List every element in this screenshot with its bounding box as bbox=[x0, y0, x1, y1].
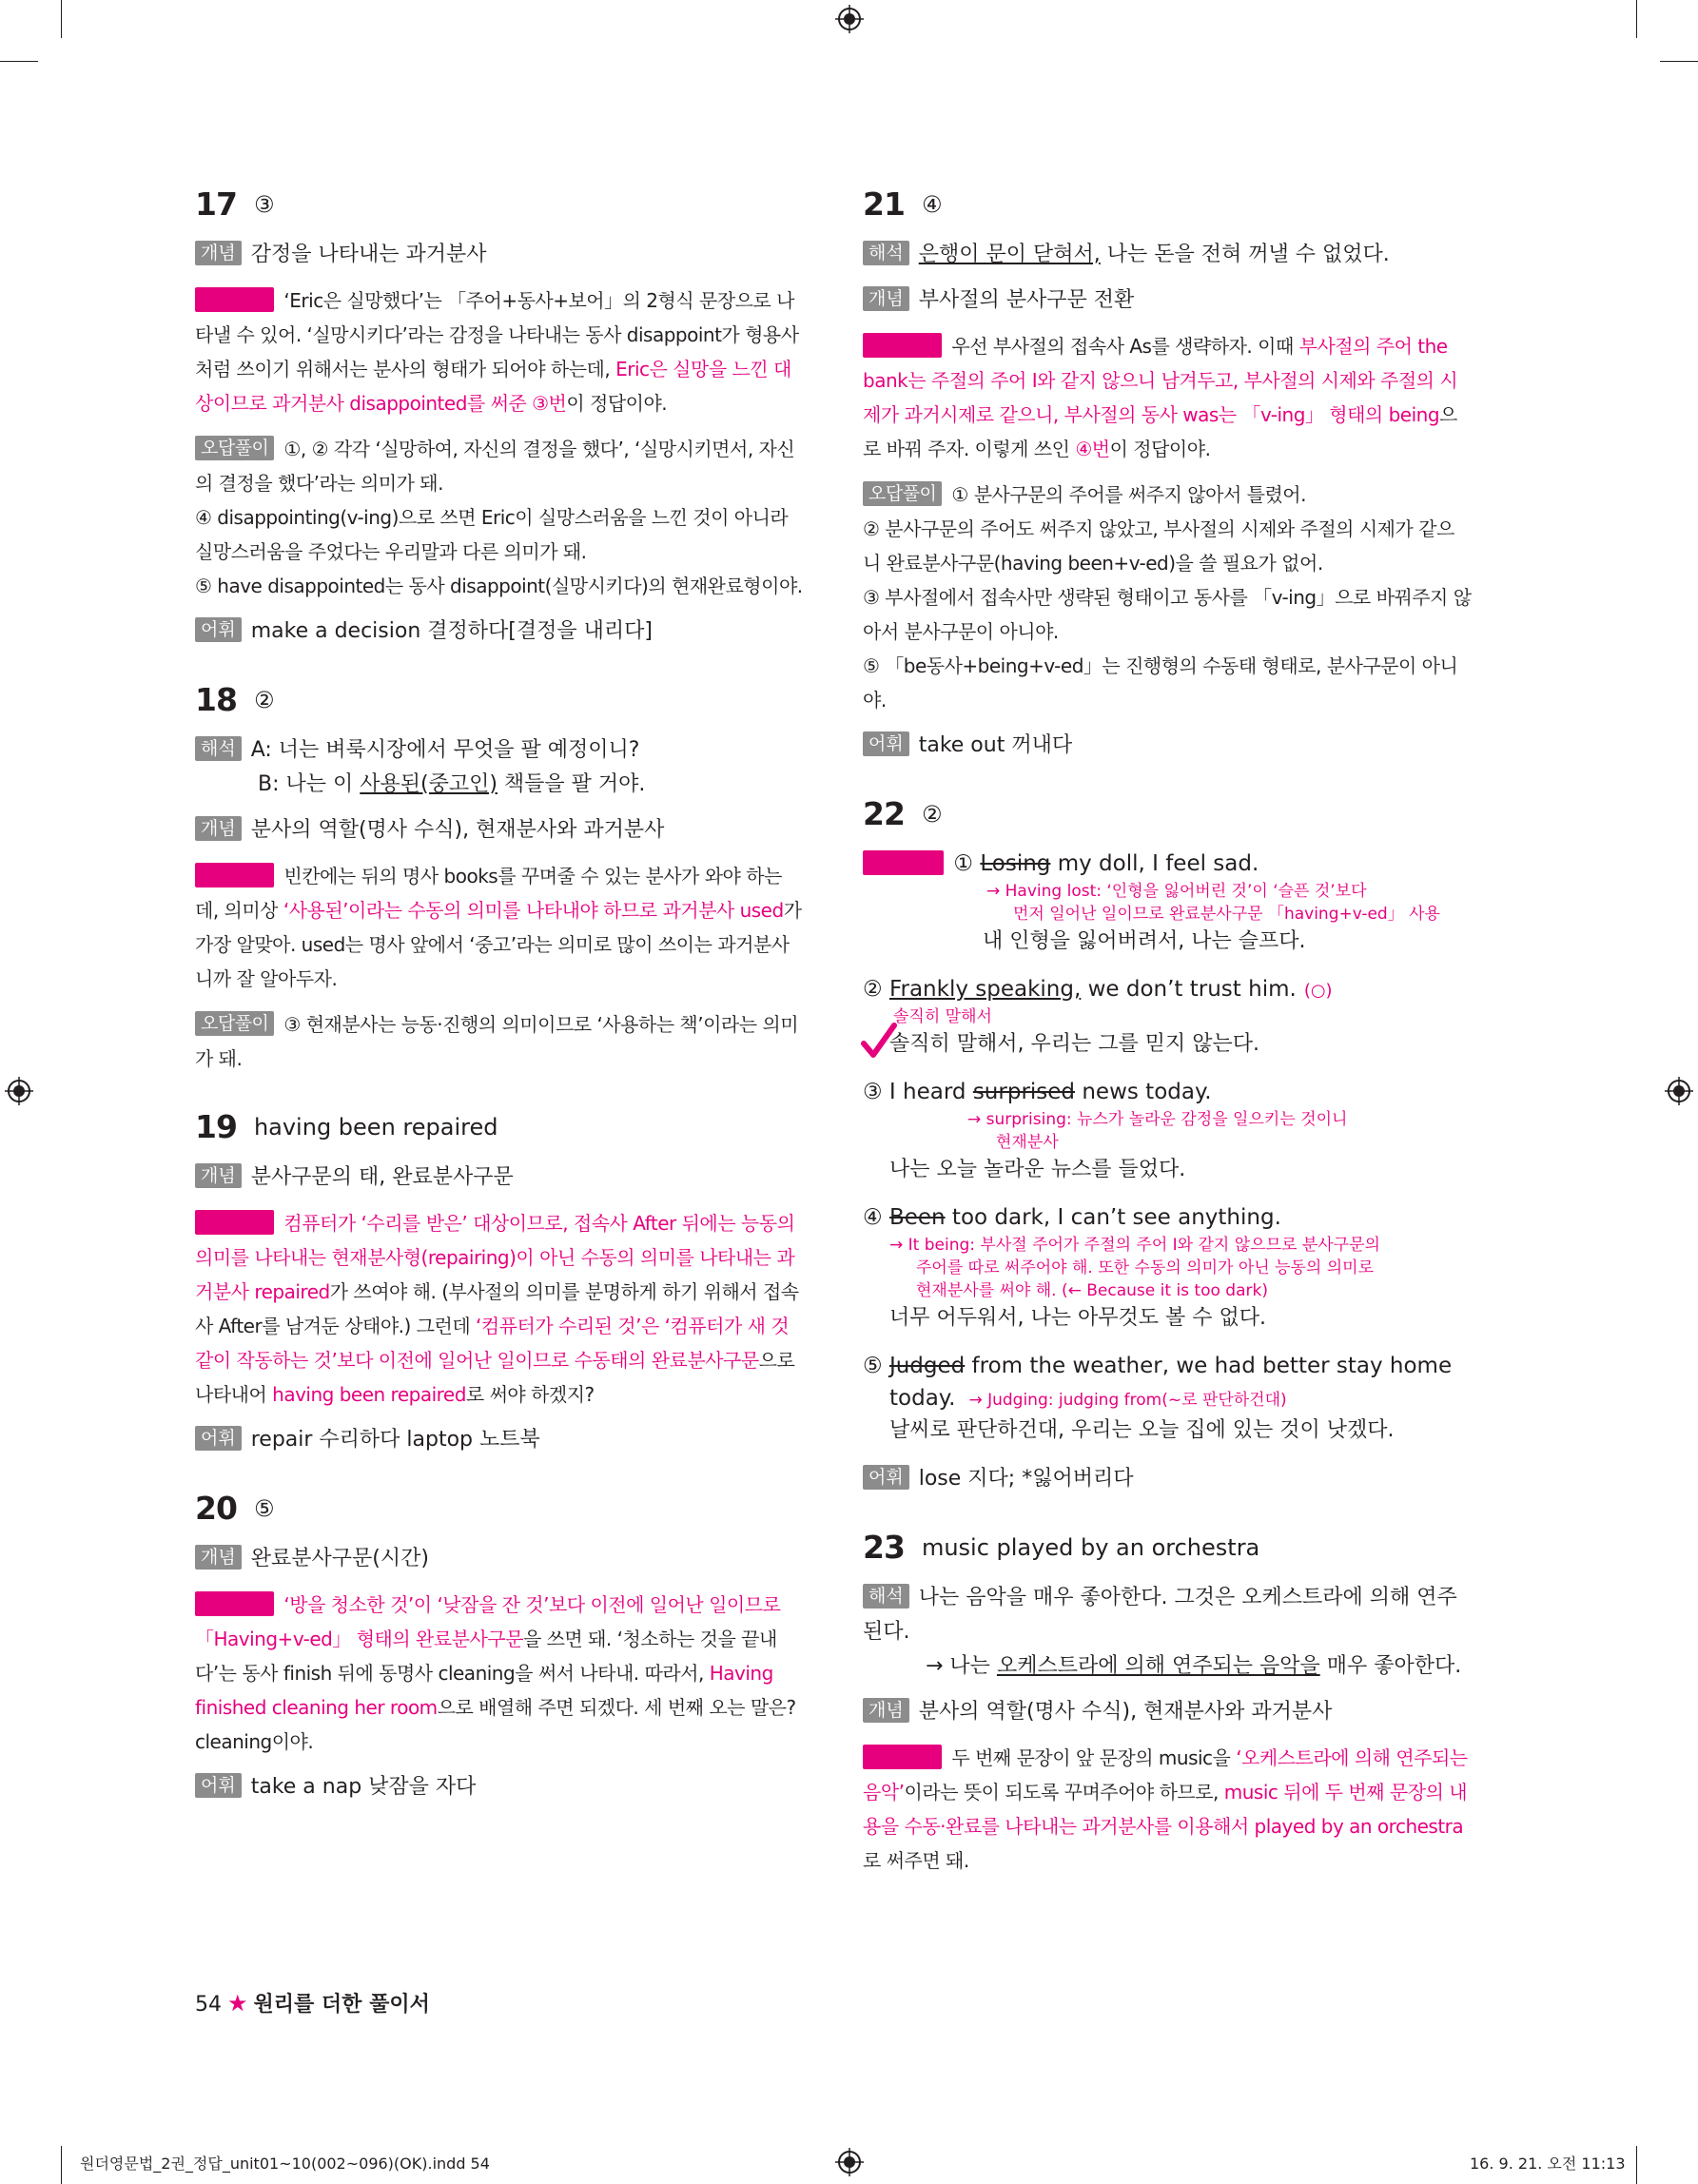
vocab-tag: 어휘 bbox=[195, 617, 242, 642]
option-5: ⑤ Judged from the weather, we had better stay home today. → Judging: judging from(~로 판단하건대) 날씨로 판단하건대, 우리는 오늘 집에 있는 것이 낫겠다. bbox=[863, 1354, 1453, 1442]
registration-mark-bottom-icon bbox=[835, 2148, 864, 2176]
question-23 bbox=[863, 1529, 1472, 1878]
question-number: 18 bbox=[195, 681, 237, 718]
translation-line-a: A: 너는 벼룩시장에서 무엇을 팔 예정이니? bbox=[250, 738, 640, 762]
question-number: 22 bbox=[863, 795, 905, 832]
wrong-answer-tag: 오답풀이 bbox=[195, 436, 274, 460]
option-2: ② Frankly speaking, we don’t trust him. (○) 솔직히 말해서 솔직히 말해서, 우리는 그를 믿지 않는다. bbox=[863, 977, 1333, 1056]
solution-tag: 정답풀이 bbox=[863, 1745, 942, 1769]
registration-mark-right-icon bbox=[1665, 1077, 1693, 1105]
slug-file: 원더영문법_2권_정답_unit01~10(002~096)(OK).indd 54 bbox=[80, 2155, 490, 2173]
option-1: 정답풀이 ① Losing my doll, I feel sad. → Having lost: ‘인형을 잃어버린 것’이 ‘슬픈 것’보다 먼저 일어난 일이므로 완료분사구문 「having+v-ed」 사용 내 인형을 잃어버려서, 나는 슬프다. bbox=[863, 848, 1472, 958]
question-number: 17 bbox=[195, 185, 237, 223]
question-18 bbox=[195, 681, 804, 1076]
question-20 bbox=[195, 1490, 804, 1804]
wrong-answer-text: 오답풀이 ①, ② 각각 ‘실망하여, 자신의 결정을 했다’, ‘실망시키면서, 자신의 결정을 했다’라는 의미가 돼. ④ disappointing(v-ing)으로 쓰면 Eric이 실망스러움을 느낀 것이 아니라 실망스러움을 주었다는 우리말과 다른 의미가 돼. ⑤ have disappointed는 동사 disappoint(실망시키다)의 현재완료형이야. bbox=[195, 438, 803, 597]
concept-tag: 개념 bbox=[195, 241, 242, 265]
answer-text: having been repaired bbox=[253, 1113, 498, 1141]
checkmark-icon bbox=[861, 1023, 897, 1061]
concept-tag: 개념 bbox=[195, 1163, 242, 1188]
solution-tag: 정답풀이 bbox=[863, 850, 944, 875]
answer-mark: ④ bbox=[921, 190, 943, 218]
crop-mark-top-left-h bbox=[0, 61, 38, 62]
registration-mark-top-icon bbox=[835, 5, 864, 33]
option-4: ④ Been too dark, I can’t see anything. → It being: 부사절 주어가 주절의 주어 I와 같지 않으므로 분사구문의 주어를 따로 써주어야 해. 또한 수동의 의미가 아닌 능동의 의미로 현재분사를 써야 해. (← Because it is too dark) 너무 어두워서, 나는 아무것도 볼 수 없다. bbox=[863, 1205, 1380, 1330]
concept-text: 감정을 나타내는 과거분사 bbox=[250, 243, 487, 266]
vocab-tag: 어휘 bbox=[195, 1773, 242, 1798]
solution-text: 정답풀이 ‘방을 청소한 것’이 ‘낮잠을 잔 것’보다 이전에 일어난 일이므로 「Having+v-ed」 형태의 완료분사구문을 쓰면 돼. ‘청소하는 것을 끝내다’는 동사 finish 뒤에 동명사 cleaning을 써서 나타내. 따라서, Having finished cleaning her room으로 배열해 주면 되겠다. 세 번째 오는 말은? cleaning이야. bbox=[195, 1593, 796, 1753]
translation-underlined: 은행이 문이 닫혀서, bbox=[918, 243, 1101, 266]
question-number: 19 bbox=[195, 1108, 237, 1145]
correct-mark: (○) bbox=[1303, 981, 1333, 1001]
vocab-text: repair 수리하다 laptop 노트북 bbox=[250, 1428, 540, 1452]
solution-text: 정답풀이 우선 부사절의 접속사 As를 생략하자. 이때 부사절의 주어 the bank는 주절의 주어 I와 같지 않으니 남겨두고, 부사절의 시제와 주절의 시제가 과거시제로 같으니, 부사절의 동사 was는 「v-ing」 형태의 being으로 바꿔 주자. 이렇게 쓰인 ④번이 정답이야. bbox=[863, 335, 1458, 460]
wrong-answer-tag: 오답풀이 bbox=[195, 1011, 274, 1036]
question-number: 23 bbox=[863, 1529, 905, 1566]
solution-tag: 정답풀이 bbox=[863, 333, 942, 358]
book-title: 원리를 더한 풀이서 bbox=[253, 1993, 430, 2017]
translation-tag: 해석 bbox=[195, 736, 242, 761]
answer-mark: ② bbox=[253, 686, 275, 713]
concept-text: 분사의 역할(명사 수식), 현재분사와 과거분사 bbox=[918, 1700, 1333, 1724]
concept-tag: 개념 bbox=[863, 286, 909, 311]
crop-mark-top-right-v bbox=[1636, 0, 1637, 38]
question-number: 20 bbox=[195, 1490, 237, 1527]
translation-tag: 해석 bbox=[863, 1584, 909, 1609]
wrong-answer-text: 오답풀이 ③ 현재분사는 능동·진행의 의미이므로 ‘사용하는 책’이라는 의미가 돼. bbox=[195, 1013, 799, 1070]
question-21 bbox=[863, 185, 1472, 763]
translation-line-b: B: 나는 이 사용된(중고인) 책들을 팔 거야. bbox=[258, 772, 646, 796]
page-footer bbox=[195, 1988, 430, 2018]
concept-tag: 개념 bbox=[195, 1545, 242, 1570]
wrong-answer-tag: 오답풀이 bbox=[863, 481, 942, 506]
concept-text: 부사절의 분사구문 전환 bbox=[918, 288, 1135, 312]
question-17 bbox=[195, 185, 804, 649]
translation-rest: 나는 돈을 전혀 꺼낼 수 없었다. bbox=[1100, 243, 1390, 266]
right-column bbox=[863, 185, 1472, 1910]
vocab-text: make a decision 결정하다[결정을 내리다] bbox=[250, 619, 653, 643]
solution-tag: 정답풀이 bbox=[195, 1591, 274, 1616]
translation-line-b: → 나는 오케스트라에 의해 연주되는 음악을 매우 좋아한다. bbox=[926, 1654, 1462, 1678]
vocab-tag: 어휘 bbox=[863, 1465, 909, 1490]
registration-mark-left-icon bbox=[5, 1077, 33, 1105]
vocab-text: take a nap 낮잠을 자다 bbox=[250, 1775, 477, 1799]
solution-tag: 정답풀이 bbox=[195, 863, 274, 887]
question-22 bbox=[863, 795, 1472, 1496]
wrong-answer-text: 오답풀이 ① 분사구문의 주어를 써주지 않아서 틀렸어. ② 분사구문의 주어도 써주지 않았고, 부사절의 시제와 주절의 시제가 같으니 완료분사구문(having been+v-ed)을 쓸 필요가 없어. ③ 부사절에서 접속사만 생략된 형태이고 동사를 「v-ing」으로 바꿔주지 않아서 분사구문이 아니야. ⑤ 「be동사+being+v-ed」는 진행형의 수동태 형태로, 분사구문이 아니야. bbox=[863, 483, 1472, 712]
solution-text: 정답풀이 빈칸에는 뒤의 명사 books를 꾸며줄 수 있는 분사가 와야 하는데, 의미상 ‘사용된’이라는 수동의 의미를 나타내야 하므로 과거분사 used가 가장 알맞아. used는 명사 앞에서 ‘중고’라는 의미로 많이 쓰이는 과거분사니까 잘 알아두자. bbox=[195, 865, 802, 990]
star-icon: ★ bbox=[227, 1990, 248, 2017]
concept-tag: 개념 bbox=[195, 816, 242, 841]
concept-text: 분사의 역할(명사 수식), 현재분사와 과거분사 bbox=[250, 818, 665, 842]
answer-mark: ③ bbox=[253, 190, 275, 218]
crop-mark-top-left-v bbox=[61, 0, 62, 38]
solution-tag: 정답풀이 bbox=[195, 287, 274, 312]
concept-tag: 개념 bbox=[863, 1698, 909, 1723]
answer-mark: ⑤ bbox=[253, 1494, 275, 1522]
option-3: ③ I heard surprised news today. → surprising: 뉴스가 놀라운 감정을 일으키는 것이니 현재분사 나는 오늘 놀라운 뉴스를 들었다. bbox=[863, 1080, 1348, 1181]
vocab-tag: 어휘 bbox=[195, 1426, 242, 1451]
translation-line-a: 나는 음악을 매우 좋아한다. 그것은 오케스트라에 의해 연주된다. bbox=[863, 1586, 1457, 1644]
solution-tag: 정답풀이 bbox=[195, 1210, 274, 1235]
page-number: 54 bbox=[195, 1993, 222, 2017]
vocab-tag: 어휘 bbox=[863, 731, 909, 756]
solution-text: 정답풀이 컴퓨터가 ‘수리를 받은’ 대상이므로, 접속사 After 뒤에는 능동의 의미를 나타내는 현재분사형(repairing)이 아닌 수동의 의미를 나타내는 과거분사 repaired가 쓰여야 해. (부사절의 의미를 분명하게 하기 위해서 접속사 After를 남겨둔 상태야.) 그런데 ‘컴퓨터가 수리된 것’은 ‘컴퓨터가 새 것 같이 작동하는 것’보다 이전에 일어난 일이므로 수동태의 완료분사구문으로 나타내어 having been repaired로 써야 하겠지? bbox=[195, 1212, 799, 1406]
question-number: 21 bbox=[863, 185, 905, 223]
translation-tag: 해석 bbox=[863, 241, 909, 265]
crop-mark-top-right-h bbox=[1660, 61, 1698, 62]
crop-mark-bottom-left-v bbox=[61, 2146, 62, 2184]
solution-text: 정답풀이 ‘Eric은 실망했다’는 「주어+동사+보어」의 2형식 문장으로 나타낼 수 있어. ‘실망시키다’라는 감정을 나타내는 동사 disappoint가 형용사처럼 쓰이기 위해서는 분사의 형태가 되어야 하는데, Eric은 실망을 느낀 대상이므로 과거분사 disappointed를 써준 ③번이 정답이야. bbox=[195, 289, 799, 415]
answer-mark: ② bbox=[921, 800, 943, 828]
concept-text: 분사구문의 태, 완료분사구문 bbox=[250, 1165, 514, 1189]
vocab-text: lose 지다; *잃어버리다 bbox=[918, 1467, 1134, 1491]
question-19 bbox=[195, 1108, 804, 1457]
left-column bbox=[195, 185, 804, 1837]
slug-timestamp: 16. 9. 21. 오전 11:13 bbox=[1470, 2155, 1626, 2173]
vocab-text: take out 꺼내다 bbox=[918, 733, 1073, 757]
solution-text: 정답풀이 두 번째 문장이 앞 문장의 music을 ‘오케스트라에 의해 연주되는 음악’이라는 뜻이 되도록 꾸며주어야 하므로, music 뒤에 두 번째 문장의 내용을 수동·완료를 나타내는 과거분사를 이용해서 played by an orchestra로 써주면 돼. bbox=[863, 1746, 1468, 1872]
crop-mark-bottom-right-v bbox=[1636, 2146, 1637, 2184]
answer-text: music played by an orchestra bbox=[921, 1533, 1260, 1561]
concept-text: 완료분사구문(시간) bbox=[250, 1547, 429, 1570]
